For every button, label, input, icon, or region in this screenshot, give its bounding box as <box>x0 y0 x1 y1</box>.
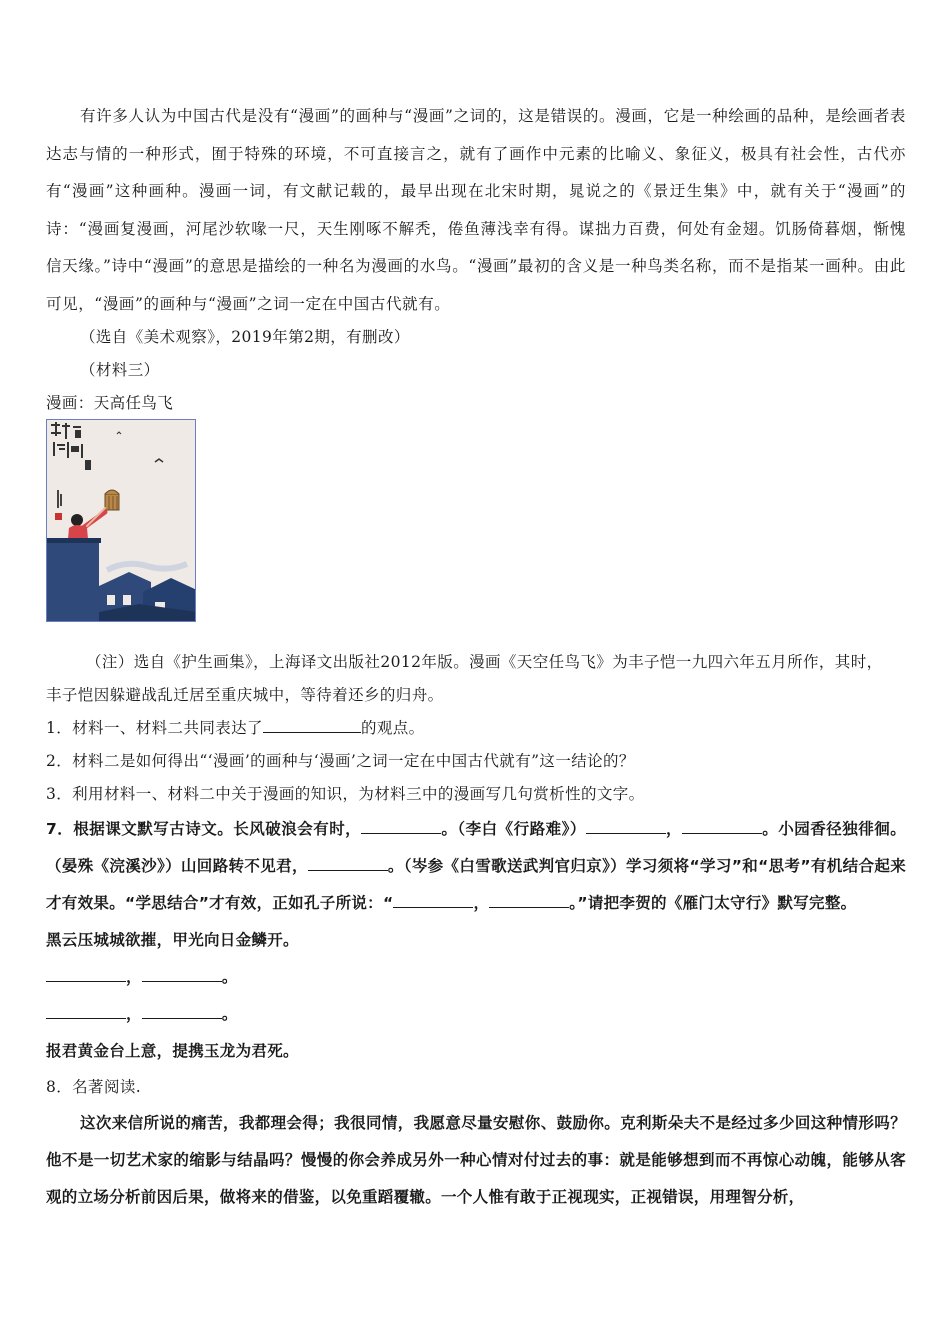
answer-blank[interactable] <box>489 893 569 908</box>
comic-note-line1: （注）选自《护生画集》，上海译文出版社2012年版。漫画《天空任鸟飞》为丰子恺一九四六年五月所作，其时， <box>86 653 883 671</box>
answer-blank[interactable] <box>263 718 361 733</box>
question-2: 2．材料二是如何得出“‘漫画’的画种与‘漫画’之词一定在中国古代就有”这一结论的？ <box>46 752 635 770</box>
question-8-title: 8．名著阅读. <box>46 1078 142 1096</box>
document-page <box>46 98 906 420</box>
answer-blank[interactable] <box>361 819 441 834</box>
material3-heading: （材料三） <box>80 361 160 379</box>
answer-blank[interactable] <box>142 1004 222 1019</box>
answer-blank[interactable] <box>46 1004 126 1019</box>
comic-figure <box>46 419 196 622</box>
poem-line-1: 黑云压城城欲摧，甲光向日金鳞开。 <box>46 931 299 949</box>
answer-blank[interactable] <box>586 819 666 834</box>
bird-cage <box>105 490 119 510</box>
poem-line-4: 报君黄金台上意，提携玉龙为君死。 <box>46 1042 299 1060</box>
seal-stamp <box>55 513 62 520</box>
comic-note-line2: 丰子恺因躲避战乱迁居至重庆城中，等待着还乡的归舟。 <box>46 686 444 704</box>
question-3: 3．利用材料一、材料二中关于漫画的知识，为材料三中的漫画写几句赏析性的文字。 <box>46 785 645 803</box>
question-7: 7．根据课文默写古诗文。长风破浪会有时， 。（李白《行路难》） ， 。小园香径独徘徊。（晏殊《浣溪沙》）山回路转不见君， 。（岑参《白雪歌送武判官归京》）学习须将“学习”和“思考”有机结合起来才有效果。“学思结合”才有效，正如孔子所说：“ ， 。”请把李贺的《雁门太守行》默写完整。 <box>46 820 906 912</box>
question-1: 1．材料一、材料二共同表达了 的观点。 <box>46 719 425 737</box>
answer-blank[interactable] <box>308 856 388 871</box>
answer-blank[interactable] <box>46 967 126 982</box>
material2-paragraph: 有许多人认为中国古代是没有“漫画”的画种与“漫画”之词的，这是错误的。漫画，它是一种绘画的品种，是绘画者表达志与情的一种形式，囿于特殊的环境，不可直接言之，就有了画作中元素的比喻义、象征义，极具有社会性，古代亦有“漫画”这种画种。漫画一词，有文献记载的，最早出现在北宋时期，晁说之的《景迂生集》中，就有关于“漫画”的诗：“漫画复漫画，河尾沙软喙一尺，天生刚啄不解秃，倦鱼薄浅幸有得。谋拙力百费，何处有金翅。饥肠倚暮烟，惭愧信天缘。”诗中“漫画”的意思是描绘的一种名为漫画的水鸟。“漫画”最初的含义是一种鸟类名称，而不是指某一画种。由此可见，“漫画”的画种与“漫画”之词一定在中国古代就有。 <box>46 107 906 313</box>
poem-line-3: ， 。 <box>46 996 906 1033</box>
answer-blank[interactable] <box>682 819 762 834</box>
material2-source: （选自《美术观察》，2019年第2期，有删改） <box>80 328 410 346</box>
poem-line-2: ， 。 <box>46 959 906 996</box>
answer-blank[interactable] <box>142 967 222 982</box>
question-8-passage: 这次来信所说的痛苦，我都理会得；我很同情，我愿意尽量安慰你、鼓励你。克利斯朵夫不是经过多少回这种情形吗？他不是一切艺术家的缩影与结晶吗？慢慢的你会养成另外一种心情对付过去的事：就是能够想到而不再惊心动魄，能够从客观的立场分析前因后果，做将来的借鉴，以免重蹈覆辙。一个人惟有敢于正视现实，正视错误，用理智分析， <box>46 1113 906 1206</box>
answer-blank[interactable] <box>393 893 473 908</box>
questions-section <box>46 646 906 1215</box>
comic-caption: 漫画：天高任鸟飞 <box>46 394 174 412</box>
